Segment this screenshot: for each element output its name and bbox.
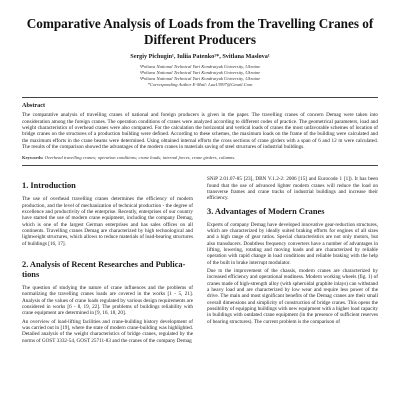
section-2-continued: SNiP 2.01.07-85 [23], DBN V.1.2-2: 2006 [15] and Eurocode 1 [1]). It has been found that the use of advanced lighter modern cranes will reduce the load on transverse frames and crane tracks of industrial buildings and increase their efficiency.: [207, 176, 378, 202]
section-3-title: 3. Advantages of Modern Cranes: [207, 206, 325, 216]
section-2-title-line-1: 2. Analysis of Recent Researches and Publica-: [22, 259, 186, 269]
paper-title: [22, 16, 378, 48]
authors-line: Sergiy Pichugin¹, Iuliia Patenko¹*, Svitlana Maslova¹: [130, 53, 270, 60]
keywords: [22, 155, 378, 160]
body-columns: [22, 176, 378, 346]
paper-title-line-1: Comparative Analysis of Loads from the Travelling Cranes of: [26, 16, 374, 31]
affiliation-3: ¹Poltava National Technical Yuri Kondratyuk University, Ukraine: [139, 76, 261, 82]
section-3-paragraph-2: Due to the improvement of the chassis, modern cranes are characterized by increased efficiency and operational readiness. Modern working wheels (fig. 1) of cranes made of high-strength alloy (with spheroidal graphite inlays) can withstand a heavy load and are characterized by low wear and require less power of the drive. The main and most significant benefits of the Demag cranes are their small overall dimensions and simplicity of construction of bridge cranes. This opens the possibility of equipping buildings with new equipment with a higher load capacity in buildings with outdated crane equipment (in the presence of sufficient reserves of bearing structures). The current problem is the comparison of: [207, 267, 379, 325]
section-3-paragraph-1: Experts of company Demag have developed innovative gear-reduction structures, which are characterized by ideally suited braking efforts for engines of all sizes and a high range of gear ratios. Special characteristics are not only motors, but also transducers. Doubtless frequency converters have a number of advantages in lifting, lowering, rotating and moving loads and are characterized by reliable operation with rapid change in load conditions and reliable braking with the help of the built in brake interrupt modulator.: [207, 221, 378, 266]
abstract-section: [22, 97, 378, 166]
section-1-text: The use of overhead travelling cranes determines the efficiency of modern production, and the level of mechanization of technical production - the degree of excellence and productivity of the enterprise. Recently, enterprises of our country have started the use of modern crane equipment, including the company Demag, which is one of the largest German enterprises and has sales offices on all continents. Travelling cranes Demag are characterized by high technological and lightweight structures, which allows to reduce materials of load-bearing structures of buildings [16, 17].: [22, 196, 193, 247]
section-2-title: [22, 260, 193, 280]
section-1-title: 1. Introduction: [22, 181, 76, 191]
abstract-heading: Abstract: [22, 102, 46, 110]
affiliation-1: ¹Poltava National Technical Yuri Kondratyuk University, Ukraine: [139, 64, 261, 69]
corresponding-author: *Corresponding Author E-Mail: Lua13997@Gmail.Com: [147, 82, 253, 88]
affiliation-2: ¹Poltava National Technical Yuri Kondratyuk University, Ukraine: [139, 70, 261, 76]
section-2-title-line-2: tions: [22, 269, 40, 279]
keywords-label: Keywords:: [22, 155, 44, 161]
right-column: [207, 176, 378, 346]
section-2-paragraph-1: The question of studying the nature of crane influences and the problems of normalizing the travelling cranes loads are covered in the works [1 - 5, 21]. Analysis of the values of crane loads regulated by various design requirements are considered in works [6 - 8, 19, 22]. The problems of buildings reliability with crane equipment are determined in [9, 16, 18, 20].: [22, 284, 193, 317]
section-2-paragraph-2: An overview of load-lifting facilities and crane-building history development of was carried out in [19], where the state of modern crane-building was highlighted. Detailed analysis of the weight characteristics of bridge cranes, regulated by the norms of GOST 3332-54, GOST 25711-83 and the cranes of the company Demag: [22, 318, 193, 344]
paper-title-line-2: Different Producers: [144, 32, 256, 47]
keywords-text: Overhead travelling cranes; operation conditions; crane loads; internal forces, crane girders, columns.: [44, 155, 236, 161]
left-column: [22, 176, 193, 346]
affiliations: [22, 64, 378, 88]
abstract-text: The comparative analysis of travelling cranes of national and foreign producers is given in the paper. The travelling cranes of concern Demag were taken into consideration among the foreign cranes. The operation conditions of cranes were analyzed according to different codes of practice. The geometrical parameters, load and weight characteristics of overhead cranes were also compared. For the calculation the horizontal and vertical loads of cranes the most unfavorable schemes of location of bridge cranes on the structures of a production building were defined. According to these schemes, the maximum loads on the frame of the building were calculated and the maximum efforts in the crane beams were determined. Using obtained internal efforts the cross sections of crane girders with a span of 6 and 12 m were calculated. The results of the comparison showed the advantages of the modern cranes in materials saving of steel structures of industrial buildings.: [22, 112, 378, 150]
